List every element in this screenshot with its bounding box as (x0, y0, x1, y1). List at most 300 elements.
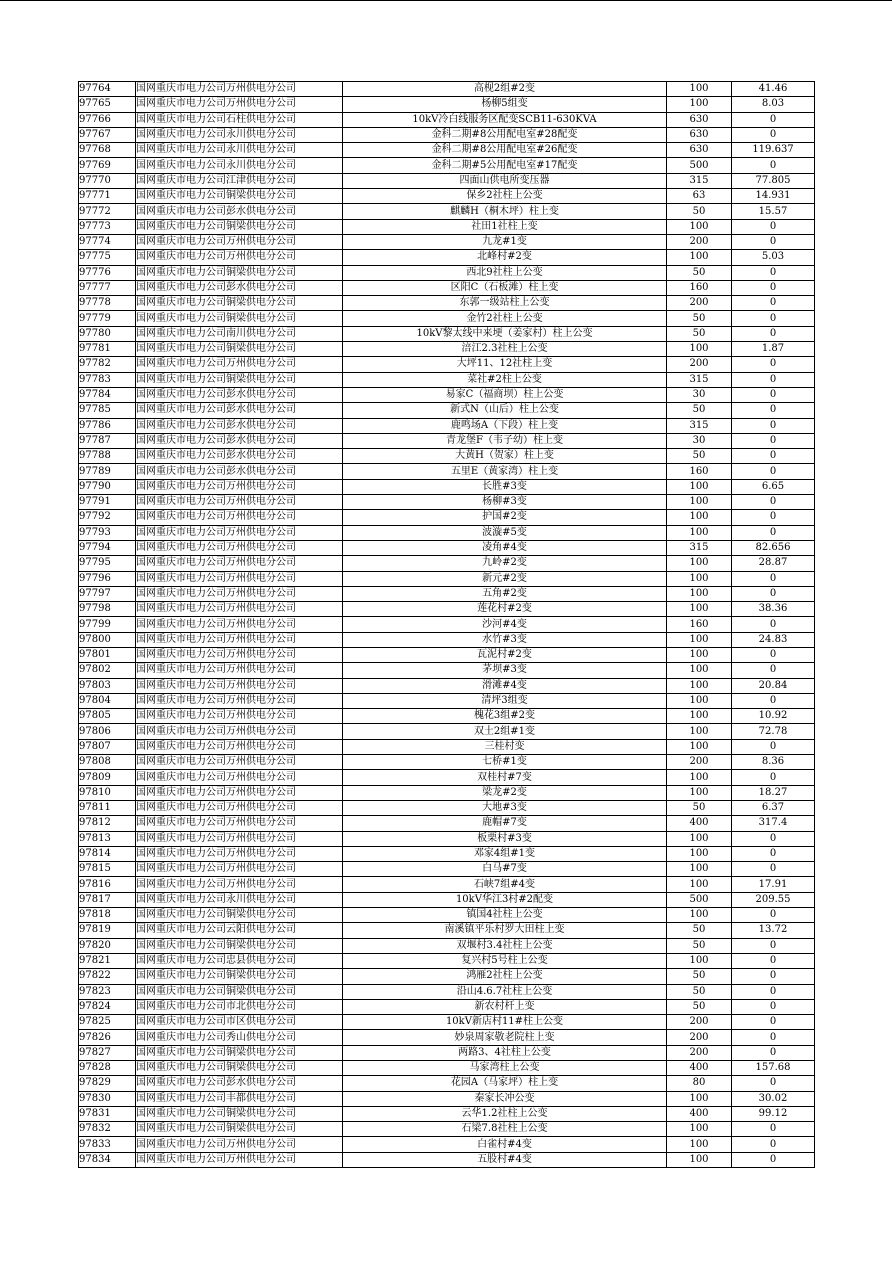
capacity-cell: 50 (667, 403, 732, 418)
capacity-cell: 400 (667, 1061, 732, 1076)
table-row (79, 173, 815, 188)
value-cell: 0 (732, 770, 815, 785)
value-cell: 15.57 (732, 204, 815, 219)
transformer-name-cell: 金科二期#5公用配电室#17配变 (343, 158, 667, 173)
organization-cell: 国网重庆市电力公司万州供电分公司 (136, 724, 343, 739)
organization-cell: 国网重庆市电力公司永川供电分公司 (136, 127, 343, 142)
table-row (79, 357, 815, 372)
row-id-cell: 97813 (79, 831, 136, 846)
row-id-cell: 97788 (79, 449, 136, 464)
organization-cell: 国网重庆市电力公司万州供电分公司 (136, 571, 343, 586)
table-row (79, 617, 815, 632)
organization-cell: 国网重庆市电力公司南川供电分公司 (136, 326, 343, 341)
row-id-cell: 97805 (79, 709, 136, 724)
row-id-cell: 97797 (79, 586, 136, 601)
organization-cell: 国网重庆市电力公司万州供电分公司 (136, 540, 343, 555)
value-cell: 38.36 (732, 602, 815, 617)
transformer-name-cell: 四面山供电所变压器 (343, 173, 667, 188)
value-cell: 99.12 (732, 1106, 815, 1121)
row-id-cell: 97798 (79, 602, 136, 617)
capacity-cell: 100 (667, 525, 732, 540)
transformer-name-cell: 10kV冷白线服务区配变SCB11-630KVA (343, 112, 667, 127)
row-id-cell: 97810 (79, 785, 136, 800)
row-id-cell: 97772 (79, 204, 136, 219)
value-cell: 0 (732, 617, 815, 632)
table-row (79, 862, 815, 877)
table-body (79, 82, 815, 1168)
row-id-cell: 97773 (79, 219, 136, 234)
organization-cell: 国网重庆市电力公司彭水供电分公司 (136, 280, 343, 295)
value-cell: 0 (732, 280, 815, 295)
table-row (79, 250, 815, 265)
row-id-cell: 97808 (79, 755, 136, 770)
value-cell: 0 (732, 693, 815, 708)
value-cell: 157.68 (732, 1061, 815, 1076)
capacity-cell: 50 (667, 326, 732, 341)
table-row (79, 602, 815, 617)
table-row (79, 97, 815, 112)
transformer-name-cell: 复兴村5号柱上公变 (343, 953, 667, 968)
row-id-cell: 97770 (79, 173, 136, 188)
capacity-cell: 100 (667, 479, 732, 494)
row-id-cell: 97834 (79, 1152, 136, 1167)
table-row (79, 158, 815, 173)
table-row (79, 265, 815, 280)
capacity-cell: 315 (667, 372, 732, 387)
capacity-cell: 500 (667, 892, 732, 907)
table-row (79, 678, 815, 693)
transformer-name-cell: 南溪镇平乐村罗大田柱上变 (343, 923, 667, 938)
organization-cell: 国网重庆市电力公司彭水供电分公司 (136, 433, 343, 448)
organization-cell: 国网重庆市电力公司万州供电分公司 (136, 1137, 343, 1152)
row-id-cell: 97782 (79, 357, 136, 372)
organization-cell: 国网重庆市电力公司万州供电分公司 (136, 602, 343, 617)
organization-cell: 国网重庆市电力公司永川供电分公司 (136, 158, 343, 173)
transformer-name-cell: 莲花村#2变 (343, 602, 667, 617)
capacity-cell: 160 (667, 464, 732, 479)
capacity-cell: 50 (667, 204, 732, 219)
table-row (79, 311, 815, 326)
value-cell: 41.46 (732, 82, 815, 97)
row-id-cell: 97793 (79, 525, 136, 540)
transformer-name-cell: 杨柳5组变 (343, 97, 667, 112)
row-id-cell: 97768 (79, 143, 136, 158)
capacity-cell: 100 (667, 1137, 732, 1152)
value-cell: 30.02 (732, 1091, 815, 1106)
capacity-cell: 630 (667, 143, 732, 158)
row-id-cell: 97817 (79, 892, 136, 907)
capacity-cell: 100 (667, 219, 732, 234)
capacity-cell: 100 (667, 250, 732, 265)
value-cell: 0 (732, 433, 815, 448)
organization-cell: 国网重庆市电力公司彭水供电分公司 (136, 464, 343, 479)
table-row (79, 724, 815, 739)
value-cell: 209.55 (732, 892, 815, 907)
row-id-cell: 97791 (79, 495, 136, 510)
organization-cell: 国网重庆市电力公司铜梁供电分公司 (136, 1045, 343, 1060)
transformer-name-cell: 镇国4社柱上公变 (343, 908, 667, 923)
row-id-cell: 97764 (79, 82, 136, 97)
capacity-cell: 200 (667, 1015, 732, 1030)
organization-cell: 国网重庆市电力公司丰都供电分公司 (136, 1091, 343, 1106)
value-cell: 0 (732, 265, 815, 280)
transformer-table (78, 81, 815, 1168)
row-id-cell: 97832 (79, 1122, 136, 1137)
table-row (79, 525, 815, 540)
transformer-name-cell: 水竹#3变 (343, 632, 667, 647)
value-cell: 0 (732, 296, 815, 311)
capacity-cell: 315 (667, 540, 732, 555)
row-id-cell: 97799 (79, 617, 136, 632)
table-row (79, 938, 815, 953)
value-cell: 0 (732, 953, 815, 968)
row-id-cell: 97775 (79, 250, 136, 265)
table-row (79, 739, 815, 754)
organization-cell: 国网重庆市电力公司万州供电分公司 (136, 877, 343, 892)
capacity-cell: 100 (667, 1152, 732, 1167)
value-cell: 77.805 (732, 173, 815, 188)
organization-cell: 国网重庆市电力公司万州供电分公司 (136, 739, 343, 754)
table-row (79, 1122, 815, 1137)
table-row (79, 510, 815, 525)
row-id-cell: 97815 (79, 862, 136, 877)
value-cell: 0 (732, 1015, 815, 1030)
organization-cell: 国网重庆市电力公司石柱供电分公司 (136, 112, 343, 127)
row-id-cell: 97781 (79, 342, 136, 357)
row-id-cell: 97831 (79, 1106, 136, 1121)
table-row (79, 908, 815, 923)
transformer-name-cell: 凌角#4变 (343, 540, 667, 555)
organization-cell: 国网重庆市电力公司万州供电分公司 (136, 617, 343, 632)
organization-cell: 国网重庆市电力公司彭水供电分公司 (136, 204, 343, 219)
transformer-name-cell: 麒麟H（桐木坪）柱上变 (343, 204, 667, 219)
table-row (79, 999, 815, 1014)
transformer-name-cell: 沿山4.6.7社柱上公变 (343, 984, 667, 999)
table-row (79, 953, 815, 968)
capacity-cell: 200 (667, 1030, 732, 1045)
row-id-cell: 97819 (79, 923, 136, 938)
capacity-cell: 100 (667, 632, 732, 647)
table-row (79, 342, 815, 357)
organization-cell: 国网重庆市电力公司万州供电分公司 (136, 862, 343, 877)
row-id-cell: 97801 (79, 647, 136, 662)
capacity-cell: 500 (667, 158, 732, 173)
row-id-cell: 97795 (79, 556, 136, 571)
transformer-name-cell: 白雀村#4变 (343, 1137, 667, 1152)
row-id-cell: 97804 (79, 693, 136, 708)
value-cell: 0 (732, 908, 815, 923)
value-cell: 20.84 (732, 678, 815, 693)
page-top-rule (0, 0, 892, 1)
organization-cell: 国网重庆市电力公司铜梁供电分公司 (136, 296, 343, 311)
value-cell: 0 (732, 234, 815, 249)
capacity-cell: 200 (667, 296, 732, 311)
value-cell: 0 (732, 311, 815, 326)
capacity-cell: 100 (667, 846, 732, 861)
table-row (79, 189, 815, 204)
transformer-name-cell: 鹿鸣场A（下段）柱上变 (343, 418, 667, 433)
value-cell: 0 (732, 846, 815, 861)
table-row (79, 234, 815, 249)
value-cell: 0 (732, 571, 815, 586)
row-id-cell: 97771 (79, 189, 136, 204)
organization-cell: 国网重庆市电力公司铜梁供电分公司 (136, 1122, 343, 1137)
value-cell: 0 (732, 464, 815, 479)
row-id-cell: 97826 (79, 1030, 136, 1045)
row-id-cell: 97786 (79, 418, 136, 433)
capacity-cell: 100 (667, 862, 732, 877)
table-row (79, 326, 815, 341)
row-id-cell: 97818 (79, 908, 136, 923)
transformer-name-cell: 大坪11、12社柱上变 (343, 357, 667, 372)
organization-cell: 国网重庆市电力公司万州供电分公司 (136, 510, 343, 525)
organization-cell: 国网重庆市电力公司铜梁供电分公司 (136, 938, 343, 953)
transformer-name-cell: 双土2组#1变 (343, 724, 667, 739)
table-row (79, 846, 815, 861)
transformer-name-cell: 波漩#5变 (343, 525, 667, 540)
row-id-cell: 97802 (79, 663, 136, 678)
transformer-name-cell: 金科二期#8公用配电室#28配变 (343, 127, 667, 142)
capacity-cell: 200 (667, 1045, 732, 1060)
transformer-name-cell: 石梁7.8社柱上公变 (343, 1122, 667, 1137)
table-row (79, 1030, 815, 1045)
value-cell: 0 (732, 372, 815, 387)
organization-cell: 国网重庆市电力公司永川供电分公司 (136, 143, 343, 158)
transformer-name-cell: 金科二期#8公用配电室#26配变 (343, 143, 667, 158)
capacity-cell: 100 (667, 82, 732, 97)
row-id-cell: 97828 (79, 1061, 136, 1076)
capacity-cell: 100 (667, 724, 732, 739)
table-row (79, 785, 815, 800)
value-cell: 0 (732, 403, 815, 418)
transformer-name-cell: 保乡2社柱上公变 (343, 189, 667, 204)
organization-cell: 国网重庆市电力公司江津供电分公司 (136, 173, 343, 188)
table-row (79, 372, 815, 387)
capacity-cell: 200 (667, 357, 732, 372)
table-row (79, 495, 815, 510)
table-row (79, 755, 815, 770)
transformer-name-cell: 白马#7变 (343, 862, 667, 877)
capacity-cell: 50 (667, 265, 732, 280)
table-row (79, 143, 815, 158)
organization-cell: 国网重庆市电力公司万州供电分公司 (136, 709, 343, 724)
row-id-cell: 97776 (79, 265, 136, 280)
value-cell: 10.92 (732, 709, 815, 724)
value-cell: 0 (732, 326, 815, 341)
table-row (79, 556, 815, 571)
value-cell: 0 (732, 999, 815, 1014)
capacity-cell: 50 (667, 984, 732, 999)
row-id-cell: 97785 (79, 403, 136, 418)
value-cell: 13.72 (732, 923, 815, 938)
organization-cell: 国网重庆市电力公司万州供电分公司 (136, 234, 343, 249)
table-row (79, 433, 815, 448)
value-cell: 0 (732, 449, 815, 464)
transformer-name-cell: 马家湾柱上公变 (343, 1061, 667, 1076)
table-row (79, 387, 815, 402)
transformer-name-cell: 金竹2社柱上公变 (343, 311, 667, 326)
organization-cell: 国网重庆市电力公司市区供电分公司 (136, 1015, 343, 1030)
transformer-name-cell: 杨柳#3变 (343, 495, 667, 510)
transformer-name-cell: 瓦泥村#2变 (343, 647, 667, 662)
organization-cell: 国网重庆市电力公司云阳供电分公司 (136, 923, 343, 938)
organization-cell: 国网重庆市电力公司万州供电分公司 (136, 556, 343, 571)
table-row (79, 479, 815, 494)
capacity-cell: 100 (667, 510, 732, 525)
value-cell: 0 (732, 647, 815, 662)
transformer-name-cell: 三桂村变 (343, 739, 667, 754)
table-row (79, 1076, 815, 1091)
table-row (79, 831, 815, 846)
table-row (79, 647, 815, 662)
organization-cell: 国网重庆市电力公司铜梁供电分公司 (136, 1061, 343, 1076)
row-id-cell: 97823 (79, 984, 136, 999)
transformer-name-cell: 护国#2变 (343, 510, 667, 525)
transformer-name-cell: 滑滩#4变 (343, 678, 667, 693)
transformer-name-cell: 鹿帽#7变 (343, 816, 667, 831)
organization-cell: 国网重庆市电力公司万州供电分公司 (136, 1152, 343, 1167)
value-cell: 0 (732, 938, 815, 953)
value-cell: 0 (732, 739, 815, 754)
row-id-cell: 97821 (79, 953, 136, 968)
organization-cell: 国网重庆市电力公司彭水供电分公司 (136, 449, 343, 464)
transformer-name-cell: 北峰村#2变 (343, 250, 667, 265)
transformer-name-cell: 九岭#2变 (343, 556, 667, 571)
table-row (79, 127, 815, 142)
organization-cell: 国网重庆市电力公司彭水供电分公司 (136, 403, 343, 418)
table-row (79, 923, 815, 938)
organization-cell: 国网重庆市电力公司铜梁供电分公司 (136, 969, 343, 984)
organization-cell: 国网重庆市电力公司万州供电分公司 (136, 479, 343, 494)
transformer-name-cell: 10kV黎太线中来埂（姜家村）柱上公变 (343, 326, 667, 341)
value-cell: 0 (732, 495, 815, 510)
organization-cell: 国网重庆市电力公司万州供电分公司 (136, 97, 343, 112)
value-cell: 0 (732, 1076, 815, 1091)
table-row (79, 540, 815, 555)
row-id-cell: 97790 (79, 479, 136, 494)
row-id-cell: 97812 (79, 816, 136, 831)
row-id-cell: 97800 (79, 632, 136, 647)
transformer-name-cell: 两路3、4社柱上公变 (343, 1045, 667, 1060)
value-cell: 6.37 (732, 800, 815, 815)
row-id-cell: 97784 (79, 387, 136, 402)
capacity-cell: 100 (667, 739, 732, 754)
organization-cell: 国网重庆市电力公司万州供电分公司 (136, 525, 343, 540)
capacity-cell: 100 (667, 1091, 732, 1106)
transformer-name-cell: 东郭一级站柱上公变 (343, 296, 667, 311)
transformer-name-cell: 花园A（马家坪）柱上变 (343, 1076, 667, 1091)
capacity-cell: 63 (667, 189, 732, 204)
capacity-cell: 50 (667, 969, 732, 984)
row-id-cell: 97809 (79, 770, 136, 785)
capacity-cell: 100 (667, 556, 732, 571)
capacity-cell: 100 (667, 678, 732, 693)
organization-cell: 国网重庆市电力公司铜梁供电分公司 (136, 984, 343, 999)
table-row (79, 1061, 815, 1076)
value-cell: 0 (732, 219, 815, 234)
organization-cell: 国网重庆市电力公司铜梁供电分公司 (136, 342, 343, 357)
capacity-cell: 400 (667, 816, 732, 831)
table-row (79, 969, 815, 984)
table-row (79, 770, 815, 785)
transformer-name-cell: 清坪3组变 (343, 693, 667, 708)
capacity-cell: 200 (667, 234, 732, 249)
organization-cell: 国网重庆市电力公司彭水供电分公司 (136, 387, 343, 402)
transformer-name-cell: 五角#2变 (343, 586, 667, 601)
value-cell: 0 (732, 525, 815, 540)
table-row (79, 1091, 815, 1106)
value-cell: 0 (732, 969, 815, 984)
value-cell: 0 (732, 831, 815, 846)
capacity-cell: 50 (667, 800, 732, 815)
transformer-name-cell: 双桂村#7变 (343, 770, 667, 785)
transformer-name-cell: 大地#3变 (343, 800, 667, 815)
transformer-name-cell: 石峡7组#4变 (343, 877, 667, 892)
organization-cell: 国网重庆市电力公司铜梁供电分公司 (136, 311, 343, 326)
row-id-cell: 97829 (79, 1076, 136, 1091)
organization-cell: 国网重庆市电力公司万州供电分公司 (136, 831, 343, 846)
transformer-name-cell: 邓家4组#1变 (343, 846, 667, 861)
capacity-cell: 100 (667, 571, 732, 586)
table-row (79, 464, 815, 479)
row-id-cell: 97774 (79, 234, 136, 249)
organization-cell: 国网重庆市电力公司万州供电分公司 (136, 755, 343, 770)
capacity-cell: 315 (667, 173, 732, 188)
value-cell: 72.78 (732, 724, 815, 739)
transformer-name-cell: 10kV新店村11#柱上公变 (343, 1015, 667, 1030)
capacity-cell: 100 (667, 1122, 732, 1137)
table-row (79, 280, 815, 295)
row-id-cell: 97830 (79, 1091, 136, 1106)
table-row (79, 1152, 815, 1167)
table-row (79, 403, 815, 418)
value-cell: 119.637 (732, 143, 815, 158)
organization-cell: 国网重庆市电力公司万州供电分公司 (136, 678, 343, 693)
organization-cell: 国网重庆市电力公司万州供电分公司 (136, 785, 343, 800)
transformer-name-cell: 云华1.2社柱上公变 (343, 1106, 667, 1121)
value-cell: 0 (732, 984, 815, 999)
table-row (79, 984, 815, 999)
transformer-name-cell: 板栗村#3变 (343, 831, 667, 846)
row-id-cell: 97792 (79, 510, 136, 525)
organization-cell: 国网重庆市电力公司彭水供电分公司 (136, 1076, 343, 1091)
transformer-name-cell: 菜社#2柱上公变 (343, 372, 667, 387)
capacity-cell: 100 (667, 647, 732, 662)
row-id-cell: 97766 (79, 112, 136, 127)
table-row (79, 892, 815, 907)
capacity-cell: 50 (667, 449, 732, 464)
row-id-cell: 97779 (79, 311, 136, 326)
value-cell: 0 (732, 663, 815, 678)
table-row (79, 1106, 815, 1121)
value-cell: 0 (732, 1122, 815, 1137)
capacity-cell: 100 (667, 877, 732, 892)
row-id-cell: 97822 (79, 969, 136, 984)
organization-cell: 国网重庆市电力公司万州供电分公司 (136, 647, 343, 662)
capacity-cell: 100 (667, 953, 732, 968)
capacity-cell: 100 (667, 908, 732, 923)
value-cell: 0 (732, 586, 815, 601)
organization-cell: 国网重庆市电力公司万州供电分公司 (136, 693, 343, 708)
transformer-name-cell: 七桥#1变 (343, 755, 667, 770)
capacity-cell: 315 (667, 418, 732, 433)
transformer-name-cell: 大黄H（贺家）柱上变 (343, 449, 667, 464)
table-row (79, 1015, 815, 1030)
capacity-cell: 100 (667, 770, 732, 785)
table-row (79, 693, 815, 708)
row-id-cell: 97783 (79, 372, 136, 387)
table-row (79, 82, 815, 97)
